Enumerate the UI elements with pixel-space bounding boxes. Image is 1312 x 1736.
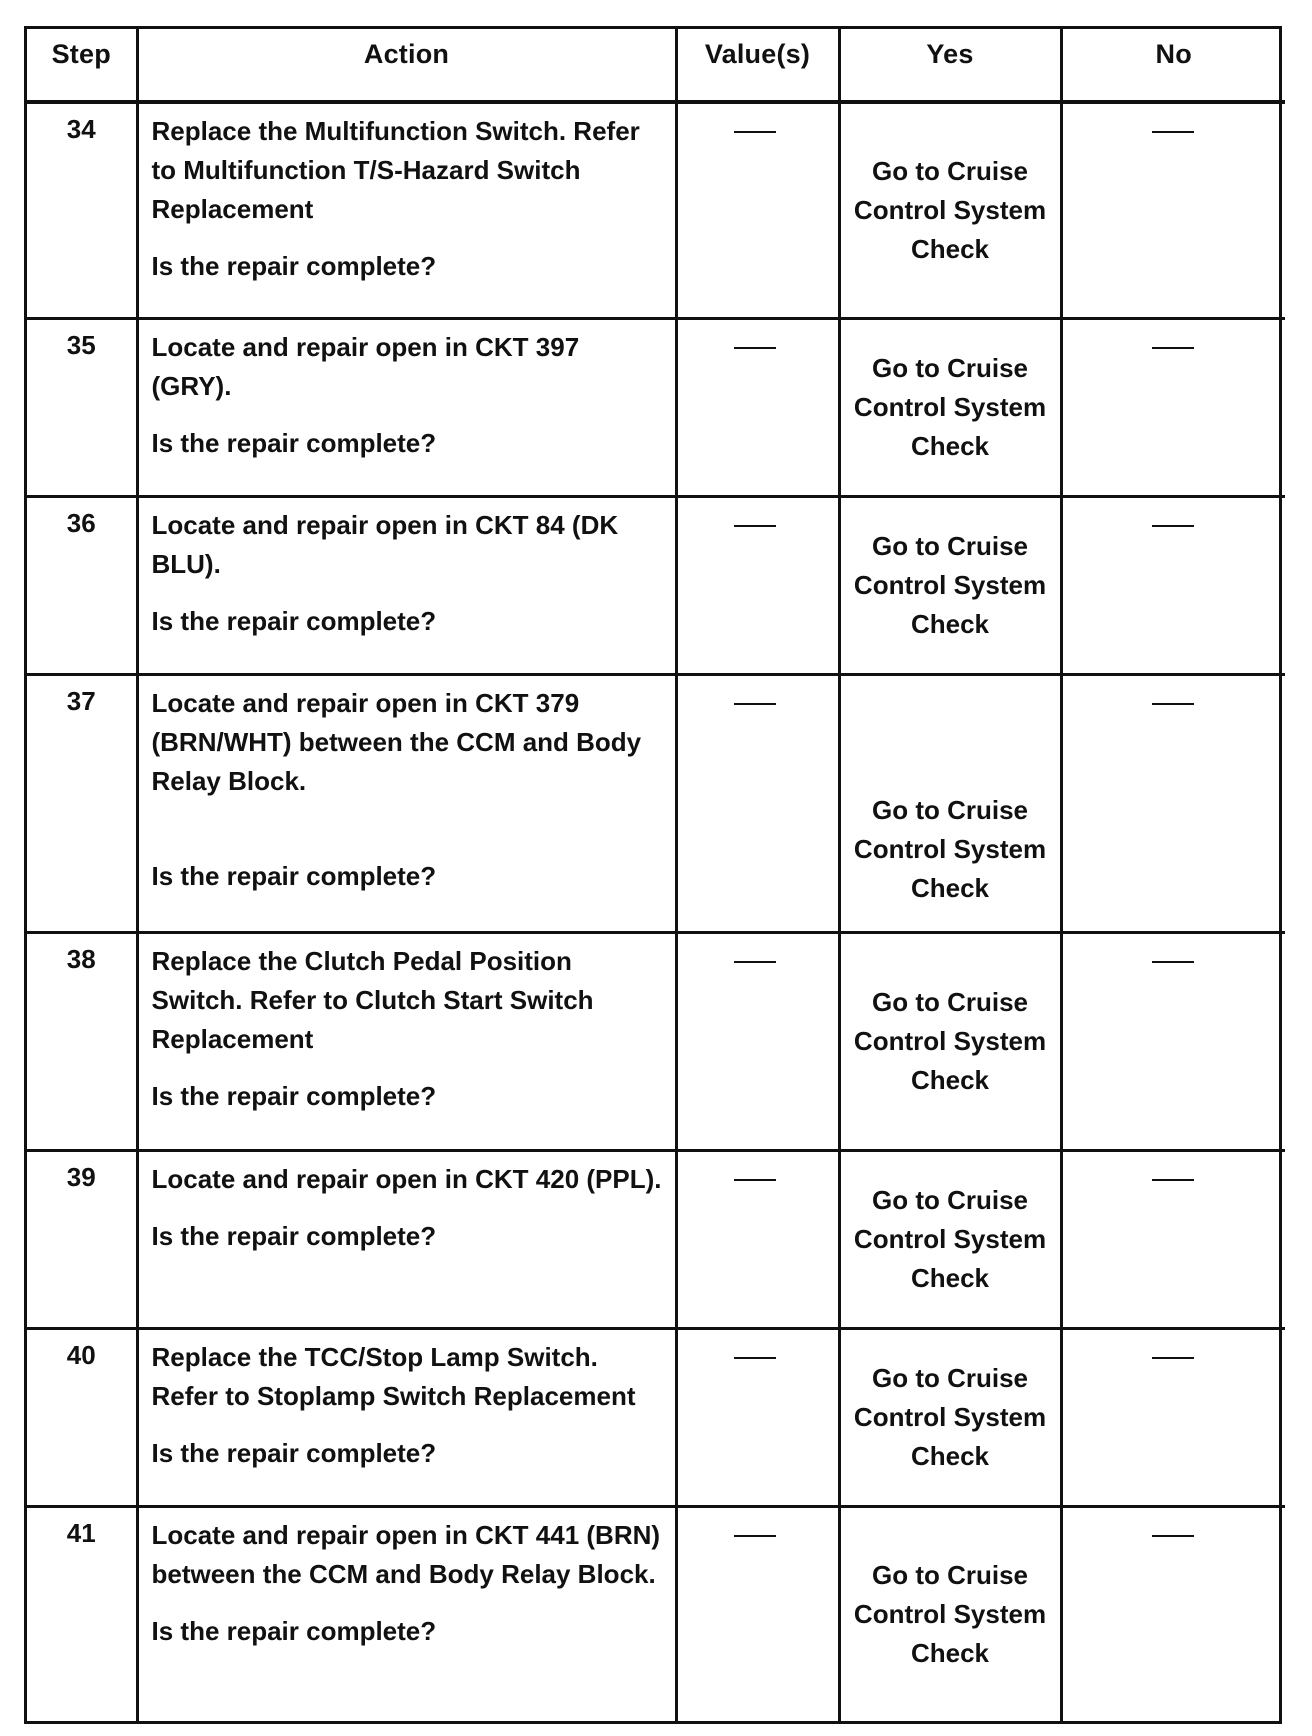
no-cell	[1061, 1506, 1285, 1721]
value-cell	[676, 1150, 839, 1328]
value-cell	[676, 674, 839, 932]
action-text: Locate and repair open in CKT 441 (BRN) between the CCM and Body Relay Block.	[151, 1519, 661, 1589]
no-dash	[1152, 1179, 1194, 1181]
no-cell	[1061, 318, 1285, 496]
header-values: Value(s)	[676, 29, 839, 102]
no-cell	[1061, 102, 1285, 318]
question-text: Is the repair complete?	[151, 860, 437, 891]
value-dash	[734, 1535, 776, 1537]
action-text: Locate and repair open in CKT 397 (GRY).	[151, 331, 580, 401]
table-row	[27, 1150, 1285, 1328]
no-dash	[1152, 525, 1194, 527]
no-cell	[1061, 1328, 1285, 1506]
yes-cell: Go to Cruise Control System Check	[839, 1328, 1061, 1506]
value-cell	[676, 496, 839, 674]
table-row	[27, 102, 1285, 318]
step-number: 39	[27, 1150, 137, 1328]
value-cell	[676, 318, 839, 496]
action-text: Replace the TCC/Stop Lamp Switch. Refer to Stoplamp Switch Replacement	[151, 1341, 636, 1411]
value-dash	[734, 347, 776, 349]
step-number: 40	[27, 1328, 137, 1506]
value-dash	[734, 1357, 776, 1359]
no-dash	[1152, 961, 1194, 963]
table-row	[27, 1328, 1285, 1506]
action-cell	[137, 102, 676, 318]
no-cell	[1061, 674, 1285, 932]
action-cell	[137, 674, 676, 932]
table-row	[27, 674, 1285, 932]
value-cell	[676, 1328, 839, 1506]
yes-cell: Go to Cruise Control System Check	[839, 318, 1061, 496]
question-text: Is the repair complete?	[151, 427, 437, 458]
value-dash	[734, 525, 776, 527]
no-cell	[1061, 1150, 1285, 1328]
value-dash	[734, 961, 776, 963]
table-header-row	[27, 29, 1285, 102]
action-text: Locate and repair open in CKT 84 (DK BLU).	[151, 509, 619, 579]
action-cell	[137, 1328, 676, 1506]
yes-cell: Go to Cruise Control System Check	[839, 102, 1061, 318]
yes-cell: Go to Cruise Control System Check	[839, 1150, 1061, 1328]
no-dash	[1152, 131, 1194, 133]
value-dash	[734, 131, 776, 133]
action-text: Locate and repair open in CKT 379 (BRN/WHT) between the CCM and Body Relay Block.	[151, 687, 642, 796]
action-cell	[137, 496, 676, 674]
value-dash	[734, 1179, 776, 1181]
action-cell	[137, 1150, 676, 1328]
question-text: Is the repair complete?	[151, 251, 437, 281]
value-cell	[676, 102, 839, 318]
yes-cell: Go to Cruise Control System Check	[839, 674, 1061, 932]
value-cell	[676, 932, 839, 1150]
header-action: Action	[137, 29, 676, 102]
question-text: Is the repair complete?	[151, 605, 437, 636]
value-dash	[734, 703, 776, 705]
action-text: Locate and repair open in CKT 420 (PPL).	[151, 1163, 662, 1194]
diagnostic-table	[27, 29, 1285, 1721]
header-no: No	[1061, 29, 1285, 102]
step-number: 35	[27, 318, 137, 496]
question-text: Is the repair complete?	[151, 1615, 437, 1646]
table-row	[27, 1506, 1285, 1721]
table-row	[27, 932, 1285, 1150]
step-number: 37	[27, 674, 137, 932]
step-number: 36	[27, 496, 137, 674]
yes-cell: Go to Cruise Control System Check	[839, 932, 1061, 1150]
question-text: Is the repair complete?	[151, 1220, 437, 1251]
value-cell	[676, 1506, 839, 1721]
question-text: Is the repair complete?	[151, 1080, 437, 1111]
action-cell	[137, 932, 676, 1150]
no-dash	[1152, 347, 1194, 349]
no-dash	[1152, 1535, 1194, 1537]
no-cell	[1061, 932, 1285, 1150]
action-text: Replace the Multifunction Switch. Refer to Multifunction T/S-Hazard Switch Replacement	[151, 116, 640, 224]
step-number: 41	[27, 1506, 137, 1721]
question-text: Is the repair complete?	[151, 1437, 437, 1468]
header-yes: Yes	[839, 29, 1061, 102]
diagnostic-table-frame	[24, 26, 1282, 1724]
no-dash	[1152, 703, 1194, 705]
step-number: 34	[27, 102, 137, 318]
action-cell	[137, 1506, 676, 1721]
yes-cell: Go to Cruise Control System Check	[839, 496, 1061, 674]
step-number: 38	[27, 932, 137, 1150]
yes-cell: Go to Cruise Control System Check	[839, 1506, 1061, 1721]
header-step: Step	[27, 29, 137, 102]
no-dash	[1152, 1357, 1194, 1359]
table-row	[27, 496, 1285, 674]
action-text: Replace the Clutch Pedal Position Switch. Refer to Clutch Start Switch Replacement	[151, 945, 594, 1054]
table-row	[27, 318, 1285, 496]
no-cell	[1061, 496, 1285, 674]
action-cell	[137, 318, 676, 496]
